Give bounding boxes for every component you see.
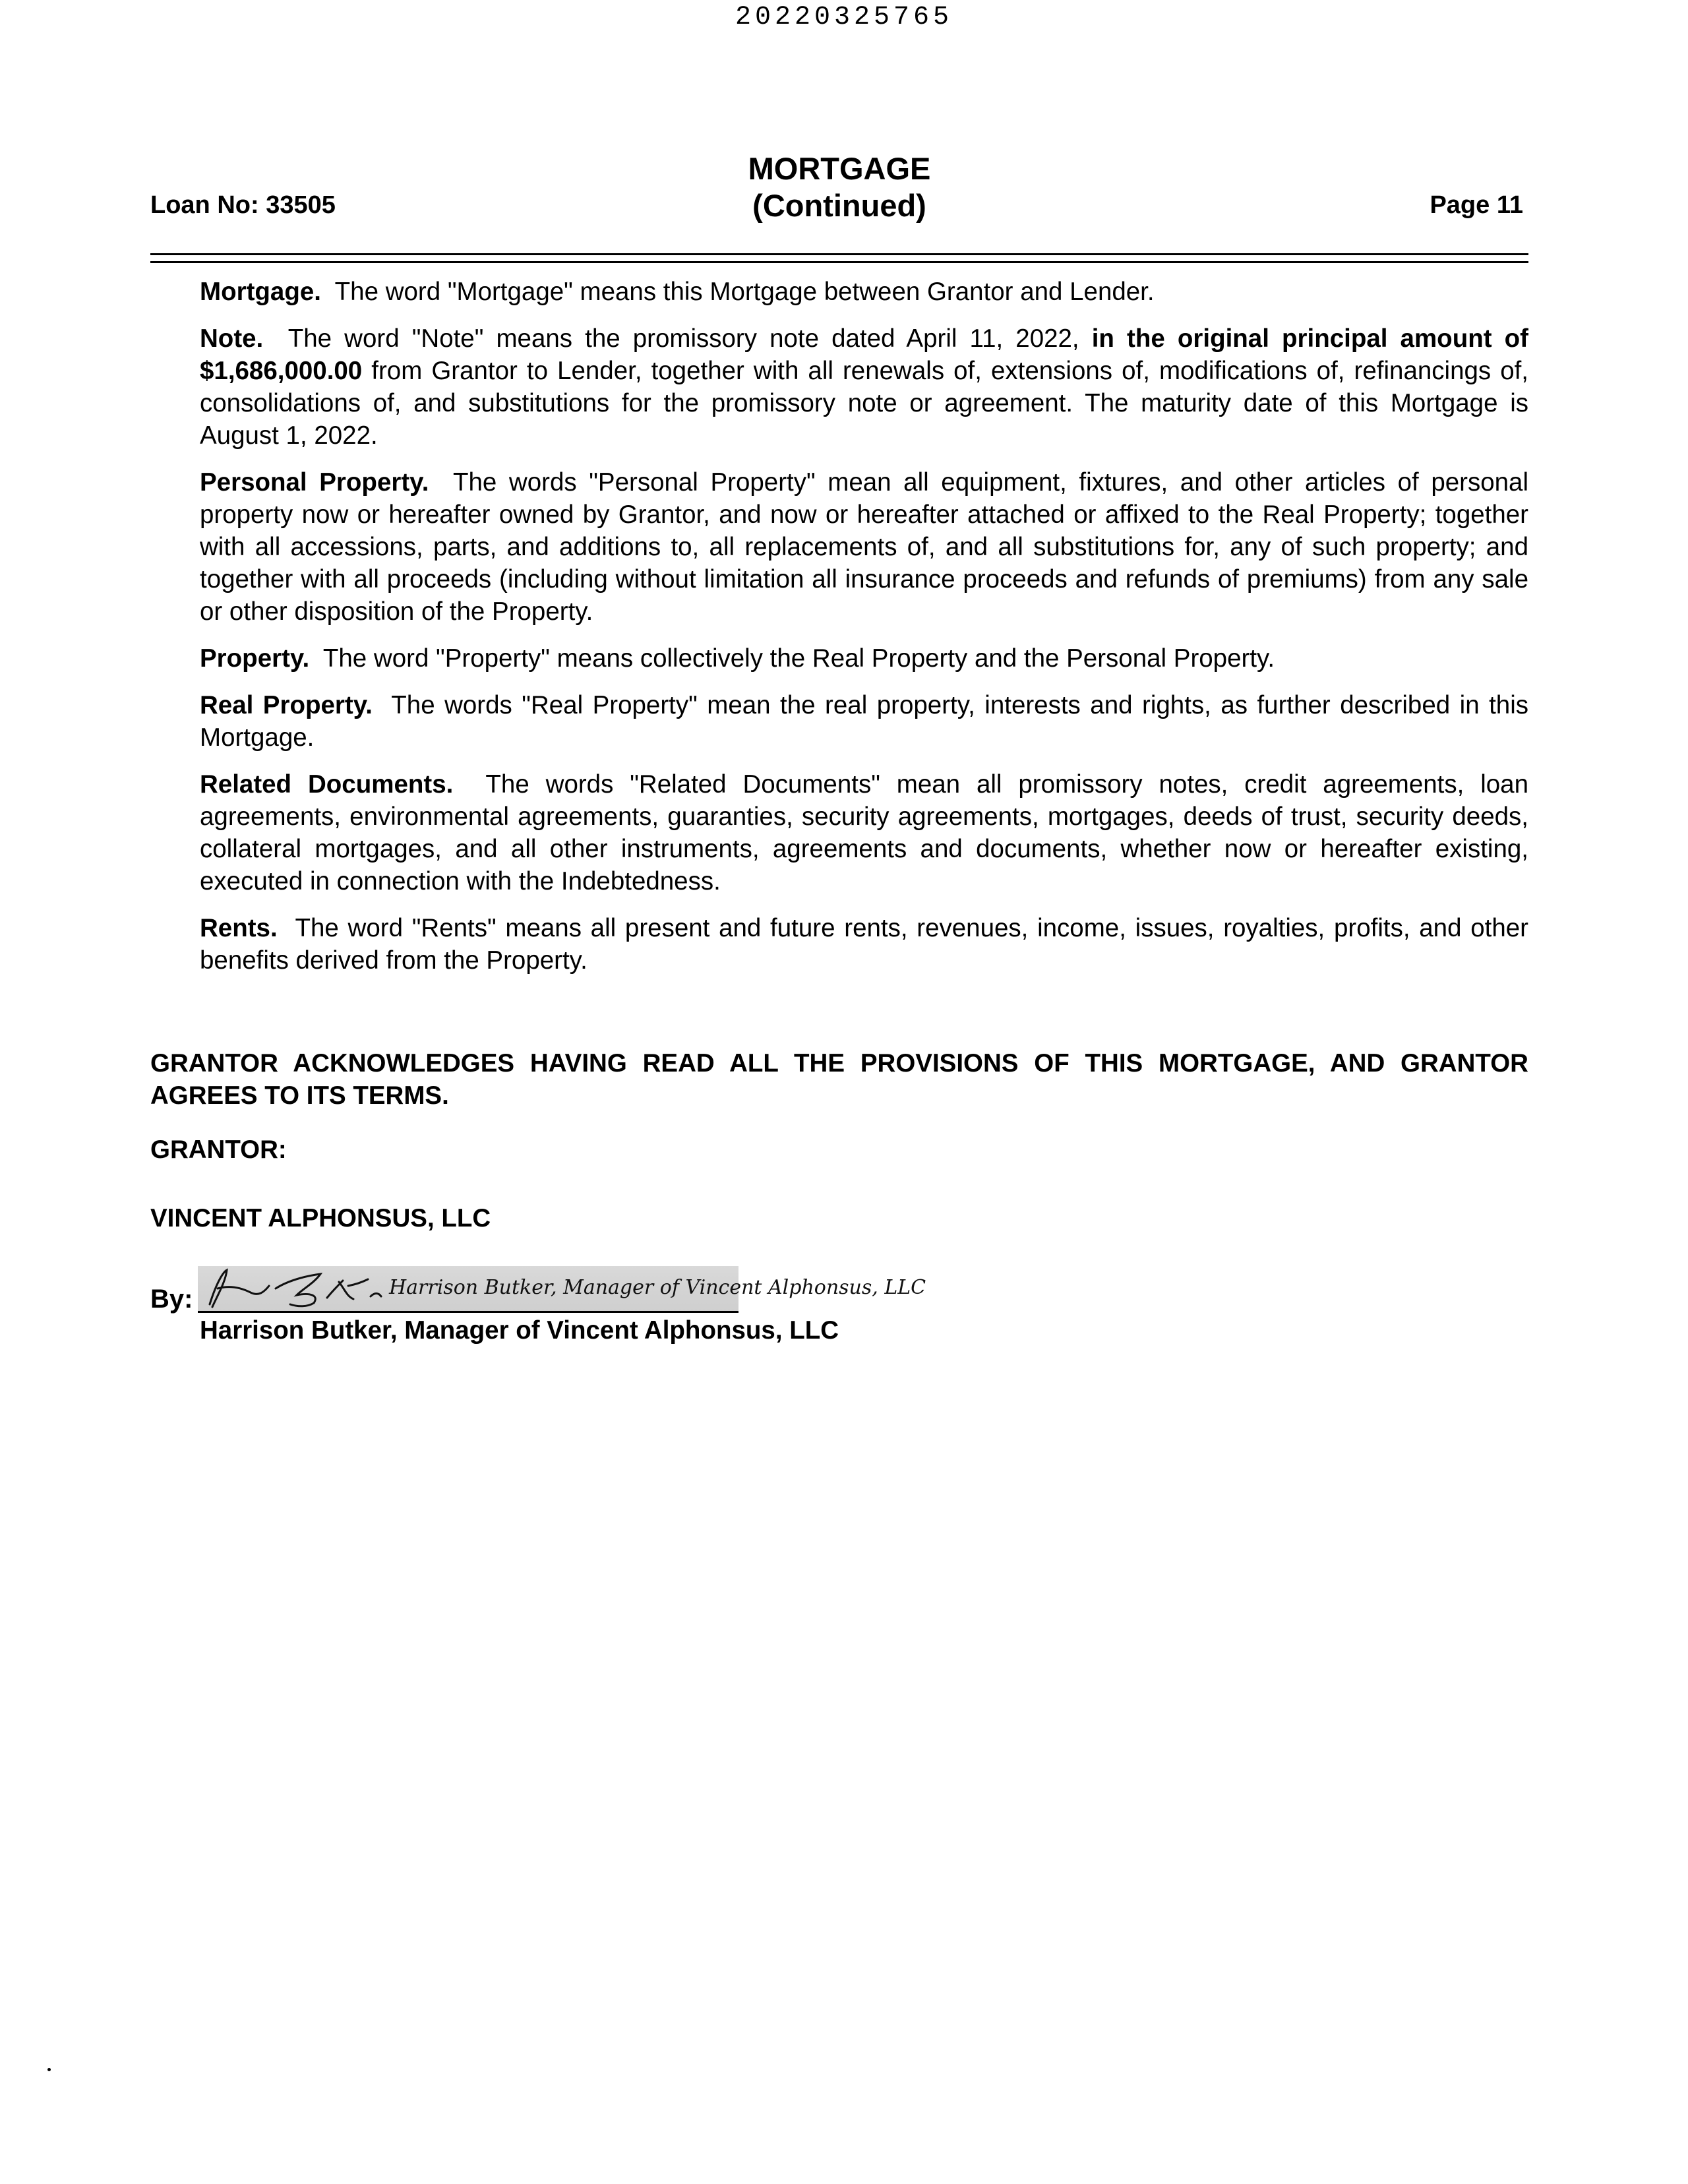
definition-related-documents — [200, 768, 1528, 897]
definition-text: The word "Mortgage" means this Mortgage between Grantor and Lender. — [334, 278, 1155, 306]
definition-term: Mortgage. — [200, 278, 321, 306]
document-number: 20220325765 — [735, 3, 953, 32]
definition-personal-property — [200, 466, 1528, 628]
document-subtitle: (Continued) — [752, 188, 926, 223]
definition-real-property — [200, 689, 1528, 754]
header-rule-bottom — [150, 261, 1528, 263]
definition-term: Related Documents. — [200, 770, 454, 799]
signature-caption — [198, 1266, 926, 1311]
definition-term: Rents. — [200, 914, 278, 942]
page-number: Page 11 — [1430, 191, 1523, 219]
definition-text: The word "Property" means collectively the Real Property and the Personal Property. — [322, 644, 1275, 673]
document-title: MORTGAGE — [748, 151, 931, 186]
definition-text: The word "Note" means the promissory note dated April 11, 2022, — [287, 324, 1092, 353]
definitions-list — [200, 276, 1528, 991]
definition-term: Note. — [200, 324, 264, 353]
scan-speck — [47, 2068, 51, 2071]
definition-term: Personal Property. — [200, 468, 429, 497]
definition-text: The word "Rents" means all present and future rents, revenues, income, issues, royalties, profits, and other benefits derived from the Property. — [200, 914, 1528, 975]
definition-text: from Grantor to Lender, together with all renewals of, extensions of, modifications of, refinancings of, consolidations of, and substitutions for the promissory note or agreement. The maturity date of this Mortgage is August 1, 2022. — [200, 357, 1528, 450]
grantor-acknowledgment: GRANTOR ACKNOWLEDGES HAVING READ ALL THE PROVISIONS OF THIS MORTGAGE, AND GRANTOR AGREES TO ITS TERMS. — [150, 1049, 1528, 1110]
signature-by-label: By: — [150, 1285, 193, 1314]
loan-number: Loan No: 33505 — [150, 191, 336, 219]
signer-name-title: Harrison Butker, Manager of Vincent Alphonsus, LLC — [200, 1316, 839, 1345]
handwritten-signature — [198, 1266, 926, 1313]
grantor-entity-name: VINCENT ALPHONSUS, LLC — [150, 1204, 491, 1232]
definition-emphasis: in the original principal amount of $1,686,000.00 — [200, 324, 1528, 385]
definition-property — [200, 642, 1528, 675]
definition-term: Property. — [200, 644, 310, 673]
definition-rents — [200, 912, 1528, 977]
signature-caption-text: Harrison Butker, Manager of Vincent Alphonsus, LLC — [389, 1276, 926, 1299]
definition-mortgage — [200, 276, 1528, 308]
header-rule-top — [150, 253, 1528, 255]
definition-text: The words "Personal Property" mean all equipment, fixtures, and other articles of personal property now or hereafter owned by Grantor, and now or hereafter attached or affixed to the Real Property; together with all accessions, parts, and additions to, all replacements of, and all substitutions for, any of such property; and together with all proceeds (including without limitation all insurance proceeds and refunds of premiums) from any sale or other disposition of the Property. — [200, 468, 1529, 626]
definition-text: The words "Real Property" mean the real property, interests and rights, as further described in this Mortgage. — [200, 691, 1529, 752]
definition-text: The words "Related Documents" mean all promissory notes, credit agreements, loan agreements, environmental agreements, guaranties, security agreements, mortgages, deeds of trust, security deeds, collateral mortgages, and all other instruments, agreements and documents, whether now or hereafter existing, executed in connection with the Indebtedness. — [200, 770, 1528, 895]
page-header — [150, 146, 1528, 226]
grantor-label: GRANTOR: — [150, 1136, 287, 1164]
definition-note — [200, 322, 1528, 452]
definition-term: Real Property. — [200, 691, 373, 719]
title-block — [150, 150, 1528, 224]
